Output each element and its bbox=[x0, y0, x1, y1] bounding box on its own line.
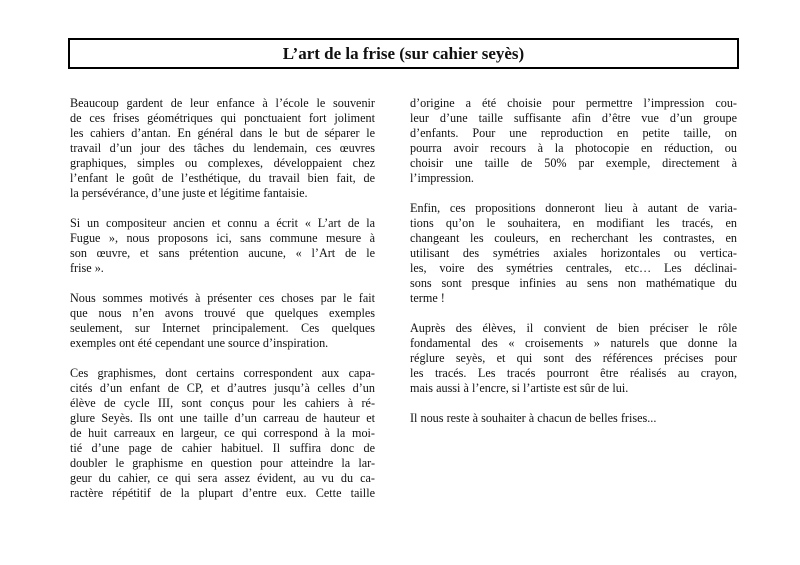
text-line: frise ». bbox=[70, 261, 104, 275]
text-line: tié d’une page de cahier habituel. Il suffira donc de bbox=[70, 441, 375, 455]
text-line: Il nous reste à souhaiter à chacun de belles frises... bbox=[410, 411, 657, 425]
paragraph-conclusion bbox=[410, 411, 737, 426]
paragraph-variations bbox=[410, 201, 737, 306]
text-line: seulement, sur Internet principalement. Ces quelques bbox=[70, 321, 375, 335]
paragraph-graphismes bbox=[70, 366, 375, 501]
paragraph-intro bbox=[70, 96, 375, 201]
text-line: glure Seyès. Ils ont une taille d’un carreau de hauteur et bbox=[70, 411, 375, 425]
text-line: cités d’un enfant de CP, et d’autres jusqu’à celles d’un bbox=[70, 381, 375, 395]
text-line: Nous sommes motivés à présenter ces choses par le fait bbox=[70, 291, 375, 305]
text-line: choisir une taille de 50% par exemple, directement à bbox=[410, 156, 737, 170]
text-line: son œuvre, et sans prétention aucune, « l’Art de le bbox=[70, 246, 375, 260]
text-line: geur du cahier, ce qui sera assez évident, au vu du ca- bbox=[70, 471, 375, 485]
text-line: ractère répétitif de la plupart d’entre eux. Cette taille bbox=[70, 486, 375, 500]
text-line: doubler le graphisme en question pour atteindre la lar- bbox=[70, 456, 375, 470]
text-line: que nous n’en avons trouvé que quelques exemples bbox=[70, 306, 375, 320]
text-line: Beaucoup gardent de leur enfance à l’école le souvenir bbox=[70, 96, 375, 110]
text-line: sons sont presque infinies au sens non mathématique du bbox=[410, 276, 737, 290]
text-line: terme ! bbox=[410, 291, 445, 305]
paragraph-taille bbox=[410, 96, 737, 186]
text-line: les cahiers d’antan. En général dans le but de séparer le bbox=[70, 126, 375, 140]
document-title: L’art de la frise (sur cahier seyès) bbox=[282, 43, 525, 63]
text-line: pourra avoir recours à la photocopie en réduction, ou bbox=[410, 141, 737, 155]
text-line: Enfin, ces propositions donneront lieu à autant de varia- bbox=[410, 201, 737, 215]
text-line: Ces graphismes, dont certains correspondent aux capa- bbox=[70, 366, 375, 380]
text-line: les, voire des symétries centrales, etc… Les déclinai- bbox=[410, 261, 737, 275]
paragraph-eleves bbox=[410, 321, 737, 396]
text-line: d’origine a été choisie pour permettre l’impression cou- bbox=[410, 96, 737, 110]
right-column bbox=[410, 96, 737, 441]
paragraph-fugue bbox=[70, 216, 375, 276]
text-line: de huit carreaux en largeur, ce qui correspond à la moi- bbox=[70, 426, 375, 440]
text-line: de ces frises géométriques qui ponctuaient fort joliment bbox=[70, 111, 375, 125]
text-line: Fugue », nous proposons ici, sans commune mesure à bbox=[70, 231, 375, 245]
text-line: mais aussi à l’encre, si l’artiste est sûr de lui. bbox=[410, 381, 629, 395]
text-line: graphiques, simples ou complexes, développaient chez bbox=[70, 156, 375, 170]
text-line: l’impression. bbox=[410, 171, 474, 185]
title-box bbox=[68, 38, 739, 69]
text-line: travail d’un jour des tâches du lendemain, ces œuvres bbox=[70, 141, 375, 155]
text-line: Auprès des élèves, il convient de bien préciser le rôle bbox=[410, 321, 737, 335]
text-line: changeant les couleurs, en recherchant les contrastes, en bbox=[410, 231, 737, 245]
text-line: la persévérance, d’une juste et légitime fantaisie. bbox=[70, 186, 308, 200]
text-line: fondamental des « croisements » naturels que donne la bbox=[410, 336, 737, 350]
left-column bbox=[70, 96, 375, 516]
text-line: leur d’une taille suffisante afin d’être vue d’un groupe bbox=[410, 111, 737, 125]
paragraph-motivation bbox=[70, 291, 375, 351]
text-line: réglure seyès, et qui sont des références précises pour bbox=[410, 351, 737, 365]
text-line: d’enfants. Pour une reproduction en petite taille, on bbox=[410, 126, 737, 140]
text-line: tions qu’on le souhaitera, en modifiant les tracés, en bbox=[410, 216, 737, 230]
text-line: utilisant des symétries axiales horizontales ou vertica- bbox=[410, 246, 737, 260]
text-line: l’enfant le goût de l’esthétique, du travail bien fait, de bbox=[70, 171, 375, 185]
text-line: exemples ont été cependant une source d’inspiration. bbox=[70, 336, 329, 350]
text-line: élève de cycle III, sont conçus pour les cahiers à ré- bbox=[70, 396, 375, 410]
text-line: Si un compositeur ancien et connu a écrit « L’art de la bbox=[70, 216, 375, 230]
text-line: les tracés. Les tracés pourront être réalisés au crayon, bbox=[410, 366, 737, 380]
